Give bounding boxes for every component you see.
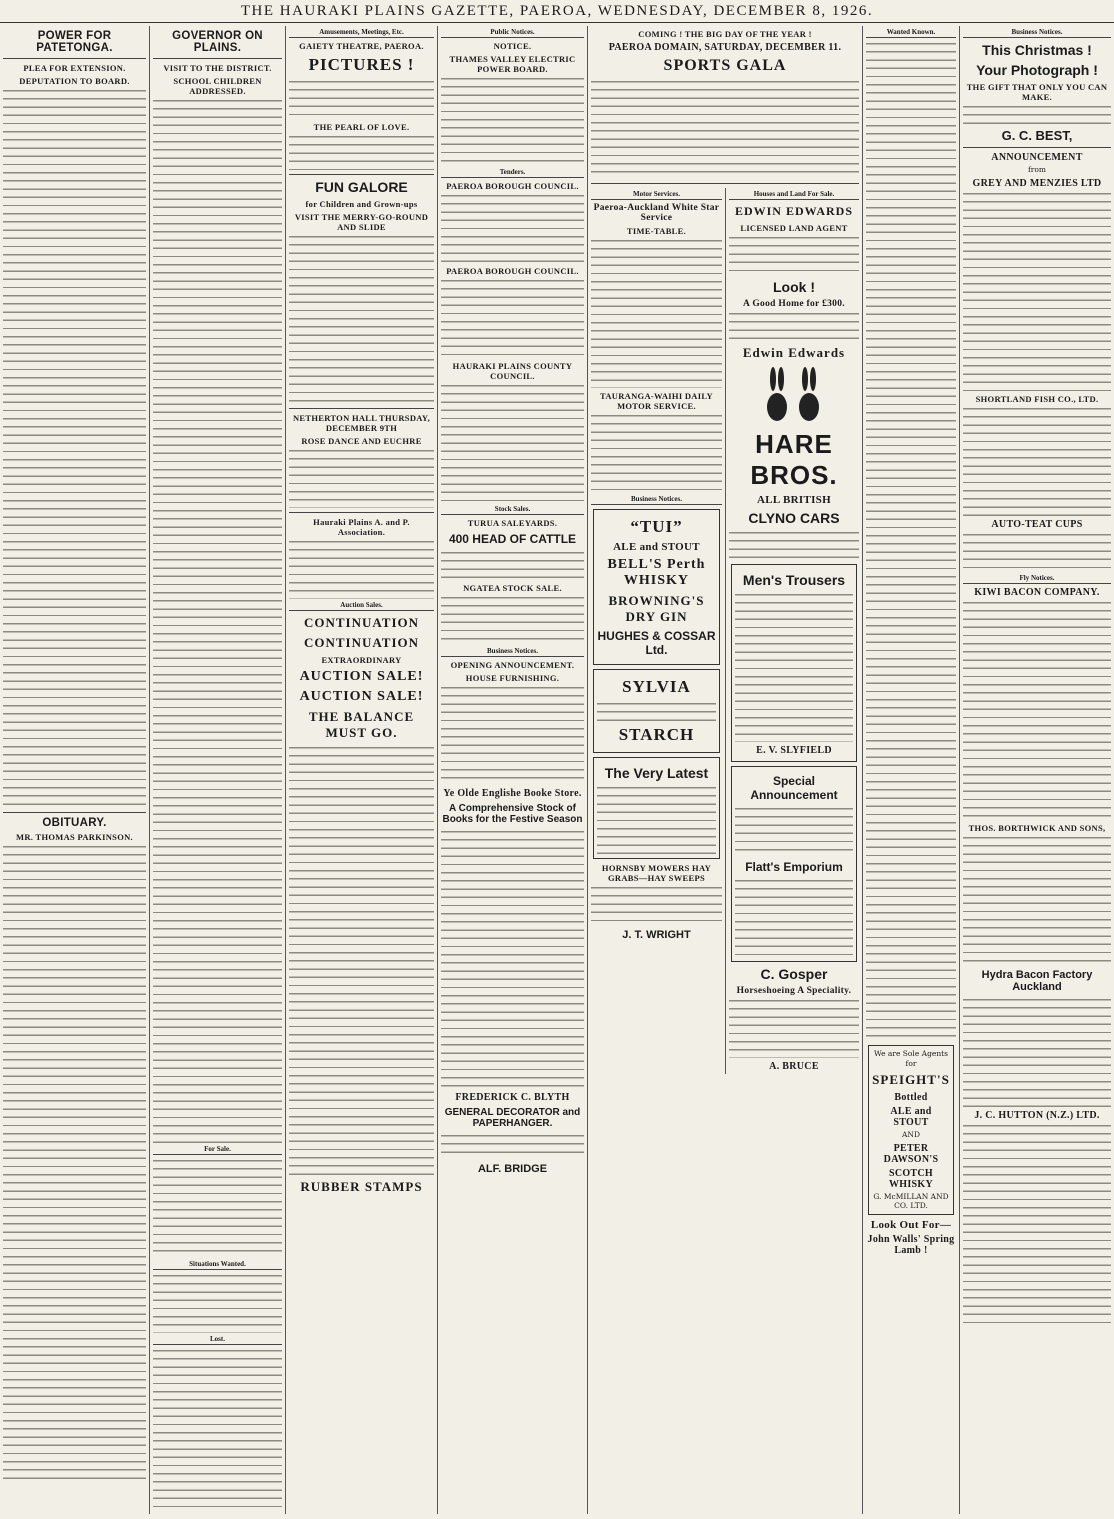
this-christmas: This Christmas !	[982, 42, 1092, 58]
obituary-body	[3, 844, 146, 1484]
section-motor-services: Motor Services.	[591, 190, 722, 200]
fun-galore-sub: for Children and Grown-ups	[305, 199, 418, 209]
pictures-heading: PICTURES !	[308, 55, 415, 74]
starch: STARCH	[618, 725, 695, 744]
column-power-for-patetonga	[0, 26, 150, 1514]
spring-lamb: John Walls' Spring Lamb !	[867, 1233, 955, 1256]
slyfield: E. V. SLYFIELD	[756, 745, 832, 756]
ale-stout: ALE and STOUT	[613, 541, 700, 553]
ap-association: Hauraki Plains A. and P. Association.	[313, 517, 410, 537]
article-body	[153, 98, 282, 1143]
section-auction-sales: Auction Sales.	[289, 601, 434, 611]
frederick-blyth: FREDERICK C. BLYTH	[455, 1092, 570, 1103]
section-lost: Lost.	[153, 1335, 282, 1345]
sports-gala: SPORTS GALA	[663, 57, 787, 74]
scotch-whisky: SCOTCH WHISKY	[888, 1167, 934, 1190]
special-announcement: Special Announcement	[750, 774, 838, 802]
ngatea-stock-sale: NGATEA STOCK SALE.	[463, 583, 562, 593]
auction-sale: AUCTION SALE!	[299, 689, 424, 704]
extraordinary: EXTRAORDINARY	[321, 655, 402, 665]
borough-council: PAEROA BOROUGH COUNCIL.	[446, 266, 579, 276]
trousers-ad	[731, 564, 857, 762]
and: AND	[902, 1130, 920, 1139]
section-business-notices: Business Notices.	[963, 28, 1111, 38]
obituary-heading: OBITUARY.	[42, 817, 107, 829]
classified-ads	[153, 1348, 282, 1514]
hutton: J. C. HUTTON (N.Z.) LTD.	[974, 1109, 1100, 1121]
grey-menzies: GREY AND MENZIES LTD	[972, 177, 1102, 189]
wright: J. T. WRIGHT	[622, 929, 691, 941]
rubber-stamps: RUBBER STAMPS	[300, 1179, 423, 1194]
special-ad	[731, 766, 857, 962]
all-british: ALL BRITISH	[757, 494, 831, 506]
sylvia-ad	[593, 669, 720, 753]
gift-line: THE GIFT THAT ONLY YOU CAN MAKE.	[966, 82, 1108, 102]
section-wanted-known: Wanted Known.	[866, 28, 956, 38]
gaiety-theatre: GAIETY THEATRE, PAEROA.	[299, 41, 424, 51]
hughes-cossar: HUGHES & COSSAR Ltd.	[597, 629, 716, 657]
headline: GOVERNOR ON PLAINS.	[172, 30, 263, 54]
column-public-notices	[438, 26, 588, 1514]
section-situations-wanted: Situations Wanted.	[153, 1260, 282, 1270]
section-stock-sales: Stock Sales.	[441, 505, 584, 515]
latest-ad	[593, 757, 720, 859]
head-of-cattle: 400 HEAD OF CATTLE	[448, 532, 577, 546]
headline: POWER FOR PATETONGA.	[36, 30, 113, 54]
masthead: THE HAURAKI PLAINS GAZETTE, PAEROA, WEDNESDAY, DECEMBER 8, 1926.	[0, 2, 1114, 23]
speights: SPEIGHT'S	[872, 1072, 950, 1087]
gosper: C. Gosper	[760, 966, 828, 982]
coming-banner: COMING ! THE BIG DAY OF THE YEAR !	[638, 29, 812, 39]
notice-heading: NOTICE.	[493, 41, 532, 51]
section-business-notices: Business Notices.	[591, 495, 722, 505]
section-houses-land: Houses and Land For Sale.	[729, 190, 859, 200]
bottled: Bottled	[894, 1092, 928, 1103]
fun-galore: FUN GALORE	[315, 179, 408, 195]
clyno-cars: CLYNO CARS	[748, 510, 840, 526]
alf-bridge: ALF. BRIDGE	[477, 1163, 548, 1175]
hornsby-mowers: HORNSBY MOWERS HAY GRABS—HAY SWEEPS	[601, 863, 712, 883]
section-business-notices: Business Notices.	[441, 647, 584, 657]
peter-dawsons: PETER DAWSON'S	[883, 1142, 939, 1165]
article-body	[3, 88, 146, 808]
hydra-bacon: Hydra Bacon Factory Auckland	[981, 968, 1093, 993]
look-heading: Look !	[772, 279, 815, 295]
tui-ad	[593, 509, 720, 665]
balance-must-go: THE BALANCE MUST GO.	[308, 709, 415, 740]
shortland-fish: SHORTLAND FISH CO., LTD.	[975, 393, 1099, 404]
borough-council: PAEROA BOROUGH COUNCIL.	[446, 181, 579, 191]
merry-go-round: VISIT THE MERRY-GO-ROUND AND SLIDE	[294, 212, 429, 232]
horseshoeing: Horseshoeing A Speciality.	[736, 986, 852, 996]
comprehensive-stock: A Comprehensive Stock of Books for the Festive Season	[442, 803, 583, 825]
mcmillan: G. McMILLAN AND CO. LTD.	[873, 1191, 949, 1210]
auto-teat-cups: AUTO-TEAT CUPS	[991, 518, 1083, 530]
timetable: TIME-TABLE.	[626, 226, 687, 236]
column-amusements	[286, 26, 438, 1514]
column-wanted-known	[863, 26, 960, 1514]
white-star-service: Paeroa-Auckland White Star Service	[593, 203, 720, 223]
subheading: DEPUTATION TO BOARD.	[19, 76, 130, 86]
section-public-notices: Public Notices.	[441, 28, 584, 38]
announcement: ANNOUNCEMENT	[991, 152, 1083, 163]
continuation: CONTINUATION	[303, 615, 420, 630]
speights-ad	[868, 1045, 954, 1215]
tui-heading: “TUI”	[630, 517, 683, 536]
tauranga-waihi: TAURANGA-WAIHI DAILY MOTOR SERVICE.	[600, 391, 713, 411]
turua-saleyards: TURUA SALEYARDS.	[467, 518, 558, 528]
subheading: VISIT TO THE DISTRICT.	[163, 63, 272, 73]
auction-sale: AUCTION SALE!	[299, 669, 424, 684]
kiwi-bacon: KIWI BACON COMPANY.	[974, 586, 1100, 598]
look-out: Look Out For—	[870, 1218, 952, 1231]
opening-announcement: OPENING ANNOUNCEMENT.	[450, 660, 575, 670]
from: from	[1028, 165, 1046, 174]
general-decorator: GENERAL DECORATOR and PAPERHANGER.	[444, 1107, 581, 1129]
classified-ads	[153, 1158, 282, 1258]
land-agent: LICENSED LAND AGENT	[740, 223, 848, 233]
section-amusements: Amusements, Meetings, Etc.	[289, 28, 434, 38]
obituary-name: MR. THOMAS PARKINSON.	[16, 832, 133, 842]
house-furnishing: HOUSE FURNISHING.	[465, 673, 560, 683]
bells-whisky: BELL'S Perth WHISKY	[607, 557, 706, 588]
very-latest: The Very Latest	[604, 765, 709, 781]
gc-best: G. C. BEST,	[1001, 128, 1073, 143]
your-photograph: Your Photograph !	[976, 62, 1098, 78]
thames-valley: THAMES VALLEY ELECTRIC POWER BOARD.	[449, 54, 576, 74]
browning-gin: BROWNING'S DRY GIN	[608, 593, 705, 624]
section-tenders: Tenders.	[441, 168, 584, 178]
sole-agents: We are Sole Agents for	[873, 1049, 949, 1068]
pearl-of-love: THE PEARL OF LOVE.	[313, 122, 410, 132]
classified-ads	[153, 1273, 282, 1333]
subheading: PLEA FOR EXTENSION.	[23, 63, 126, 73]
hare-bros-logo: HARE BROS.	[750, 429, 838, 490]
ale-stout: ALE and STOUT	[890, 1106, 932, 1128]
olde-booke-store: Ye Olde Englishe Booke Store.	[443, 788, 582, 799]
rose-dance: ROSE DANCE AND EUCHRE	[301, 436, 422, 446]
paeroa-domain: PAEROA DOMAIN, SATURDAY, DECEMBER 11.	[608, 42, 842, 53]
bruce: A. BRUCE	[769, 1061, 819, 1072]
continuation: CONTINUATION	[303, 635, 420, 650]
hare-icon	[759, 365, 829, 425]
sylvia: SYLVIA	[622, 677, 691, 696]
edwin-edwards-2: Edwin Edwards	[742, 345, 846, 360]
subheading: SCHOOL CHILDREN ADDRESSED.	[173, 76, 262, 96]
county-council: HAURAKI PLAINS COUNTY COUNCIL.	[452, 361, 573, 381]
flatts-emporium: Flatt's Emporium	[745, 860, 843, 874]
edwin-edwards: EDWIN EDWARDS	[734, 204, 853, 218]
column-sports-gala	[588, 26, 863, 1514]
borthwick: THOS. BORTHWICK AND SONS,	[968, 822, 1106, 833]
column-governor-on-plains	[150, 26, 286, 1514]
column-business-notices	[960, 26, 1114, 1514]
section-for-sale: For Sale.	[153, 1145, 282, 1155]
rabbit-logo	[729, 365, 859, 425]
mens-trousers: Men's Trousers	[742, 572, 846, 588]
netherton-hall: NETHERTON HALL THURSDAY, DECEMBER 9TH	[292, 413, 431, 433]
section-fly-notices: Fly Notices.	[963, 574, 1111, 584]
good-home: A Good Home for £300.	[743, 299, 845, 309]
